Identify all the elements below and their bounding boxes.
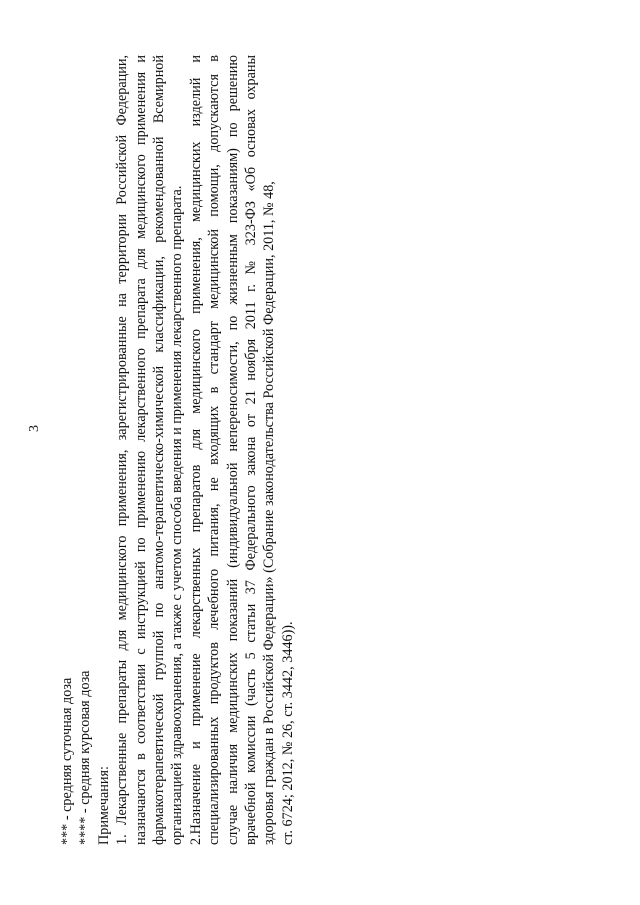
note-2-line: случае наличия медицинских показаний (индивидуальной непереносимости, по жизненным показаниям) по решению [224,55,241,845]
rotated-text-block [58,55,297,845]
note-1-line: фармакотерапевтической группой по анатомо-терапевтическо-химической классификации, рекомендованной Всемирной [151,55,168,845]
note-2-line: здоровья граждан в Российской Федерации» (Собрание законодательства Российской Федерации, 2011, № 48, [261,181,278,845]
note-2-line: ст. 6724; 2012, № 26, ст. 3442, 3446)). [279,621,296,845]
notes-heading: Примечания: [95,766,112,845]
note-1-line: назначаются в соответствии с инструкцией по применению лекарственного препарата для медицинского применения и [132,55,149,845]
note-2-line: специализированных продуктов лечебного питания, не входящих в стандарт медицинской помощи, допускаются в [206,55,223,845]
dose-legend-daily: *** - средняя суточная доза [59,677,75,845]
note-1-line: организацией здравоохранения, а также с учетом способа введения и применения лекарственного препарата. [169,185,186,845]
note-2-line: врачебной комиссии (часть 5 статьи 37 Федерального закона от 21 ноября 2011 г. № 323-ФЗ «Об основах охраны [243,55,260,845]
note-2-line: 2.Назначение и применение лекарственных препаратов для медицинского применения, медицинских изделий и [187,55,204,845]
page-number: 3 [27,425,42,432]
note-1-line: 1. Лекарственные препараты для медицинского применения, зарегистрированные на территории Российской Федерации, [114,55,131,845]
dose-legend-course: **** - средняя курсовая доза [77,670,94,845]
